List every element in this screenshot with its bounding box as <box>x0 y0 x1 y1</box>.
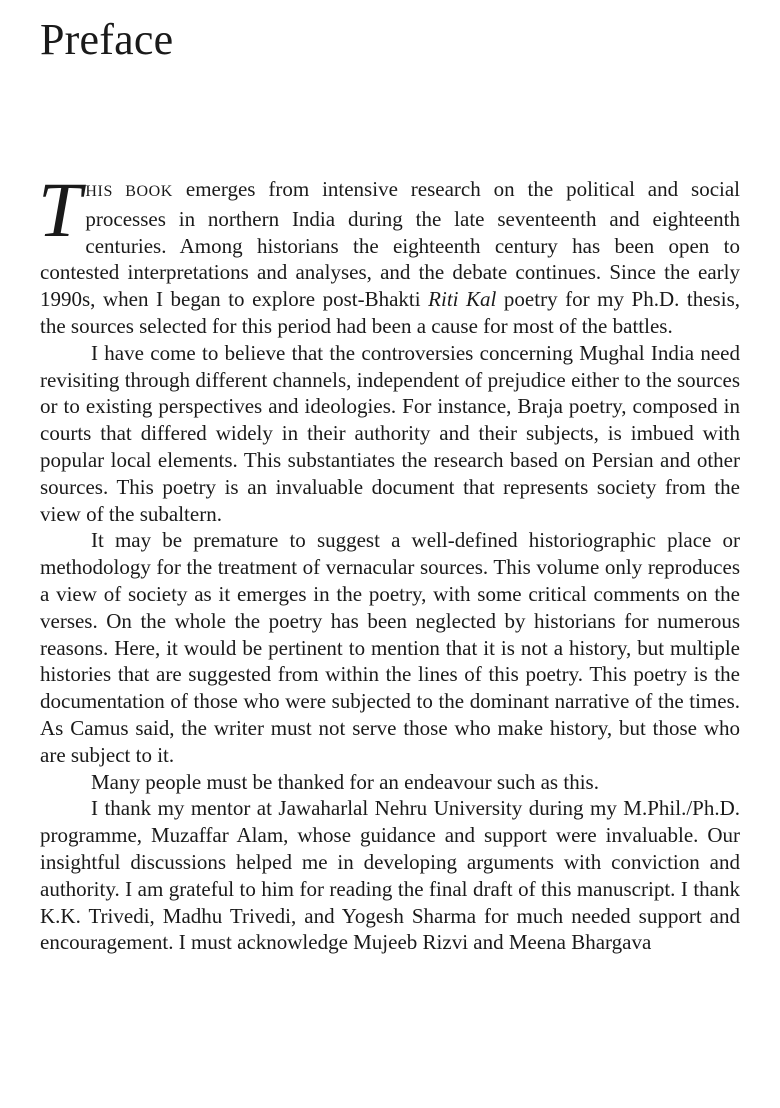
drop-cap: T <box>38 166 82 253</box>
opening-small-caps: HIS BOOK <box>85 183 173 200</box>
page-title: Preface <box>40 15 174 64</box>
paragraph-1-text-a: emerges from intensive research on the political and social processes in northern India during the late seventeenth and eighteenth centuries. Among historians the eighteenth century has been open to contested interpretations and analyses, and the debate continues. Since the early 1990s, when I began to explore post-Bhakti <box>40 177 741 312</box>
italic-term: Riti Kal <box>428 287 497 312</box>
paragraph-3: It may be premature to suggest a well-defined historiographic place or methodology for the treatment of vernacular sources. This volume only reproduces a view of society as it emerges in the poetry, with some critical comments on the verses. On the whole the poetry has been neglected by historians for numerous reasons. Here, it would be pertinent to mention that it is not a history, but multiple histories that are suggested from within the lines of this poetry. This poetry is the documentation of those who were subjected to the dominant narrative of the times. As Camus said, the writer must not serve those who make history, but those who are subject to it. <box>40 528 740 767</box>
paragraph-2: I have come to believe that the controversies concerning Mughal India need revisiting through different channels, independent of prejudice either to the sources or to existing perspectives and ideologies. For instance, Braja poetry, composed in courts that differed widely in their authority and their subjects, is imbued with popular local elements. This substantiates the research based on Persian and other sources. This poetry is an invaluable document that represents society from the view of the subaltern. <box>40 340 740 526</box>
paragraph-1 <box>38 166 741 340</box>
paragraph-1-text-b: poetry for my Ph.D. thesis, the sources selected for this period had been a cause for most of the battles. <box>40 287 740 338</box>
paragraph-5: I thank my mentor at Jawaharlal Nehru University during my M.Phil./Ph.D. programme, Muzaffar Alam, whose guidance and support were invaluable. Our insightful discussions helped me in developing arguments with conviction and authority. I am grateful to him for reading the final draft of this manuscript. I thank K.K. Trivedi, Madhu Trivedi, and Yogesh Sharma for much needed support and encouragement. I must acknowledge Mujeeb Rizvi and Meena Bhargava <box>40 796 740 955</box>
paragraph-4: Many people must be thanked for an endeavour such as this. <box>91 769 599 794</box>
preface-body <box>38 166 741 956</box>
